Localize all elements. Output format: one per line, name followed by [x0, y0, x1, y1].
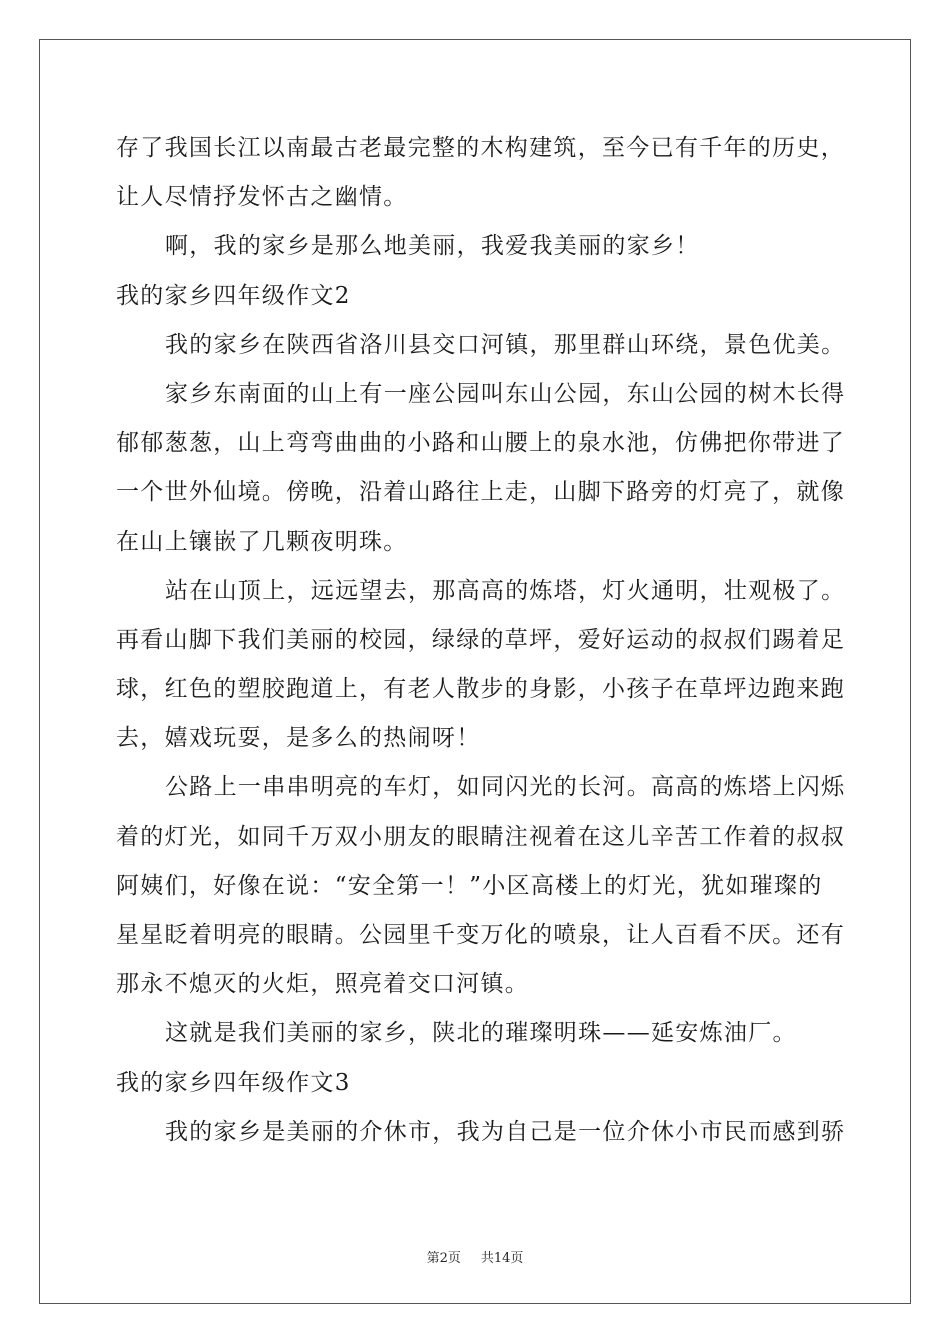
- text-line: 站在山顶上，远远望去，那高高的炼塔，灯火通明，壮观极了。: [165, 577, 846, 604]
- text-line: 在山上镶嵌了几颗夜明珠。: [116, 528, 408, 555]
- document-body: [116, 124, 846, 1157]
- text-line: 啊，我的家乡是那么地美丽，我爱我美丽的家乡！: [165, 233, 700, 260]
- section-heading: 我的家乡四年级作文2: [116, 282, 351, 309]
- text-line: 这就是我们美丽的家乡，陕北的璀璨明珠——延安炼油厂。: [165, 1020, 797, 1047]
- text-line: 家乡东南面的山上有一座公园叫东山公园，东山公园的树木长得: [165, 380, 846, 407]
- text-line: 我的家乡在陕西省洛川县交口河镇，那里群山环绕，景色优美。: [165, 331, 846, 358]
- text-line: 郁郁葱葱，山上弯弯曲曲的小路和山腰上的泉水池，仿佛把你带进了: [116, 430, 845, 457]
- text-line: 让人尽情抒发怀古之幽情。: [116, 184, 408, 211]
- page-total: 共14页: [480, 1251, 524, 1266]
- text-line: 去，嬉戏玩耍，是多么的热闹呀！: [116, 725, 481, 752]
- text-line: 一个世外仙境。傍晚，沿着山路往上走，山脚下路旁的灯亮了，就像: [116, 479, 845, 506]
- section-heading: 我的家乡四年级作文3: [116, 1069, 351, 1096]
- text-line: 那永不熄灭的火炬，照亮着交口河镇。: [116, 971, 530, 998]
- text-line: 我的家乡是美丽的介休市，我为自己是一位介休小市民而感到骄: [165, 1118, 846, 1145]
- text-line: 星星眨着明亮的眼睛。公园里千变万化的喷泉，让人百看不厌。还有: [116, 922, 845, 948]
- text-line: 再看山脚下我们美丽的校园，绿绿的草坪，爱好运动的叔叔们踢着足: [116, 626, 845, 653]
- text-line: 着的灯光，如同千万双小朋友的眼睛注视着在这儿辛苦工作着的叔叔: [116, 823, 845, 850]
- page-number: 第2页: [426, 1251, 461, 1266]
- text-line: 阿姨们，好像在说：“安全第一！”小区高楼上的灯光，犹如璀璨的: [116, 872, 823, 899]
- page-footer: [0, 1247, 950, 1266]
- text-line: 公路上一串串明亮的车灯，如同闪光的长河。高高的炼塔上闪烁: [165, 774, 846, 801]
- text-line: 存了我国长江以南最古老最完整的木构建筑，至今已有千年的历史，: [116, 135, 845, 161]
- text-line: 球，红色的塑胶跑道上，有老人散步的身影，小孩子在草坪边跑来跑: [116, 676, 845, 703]
